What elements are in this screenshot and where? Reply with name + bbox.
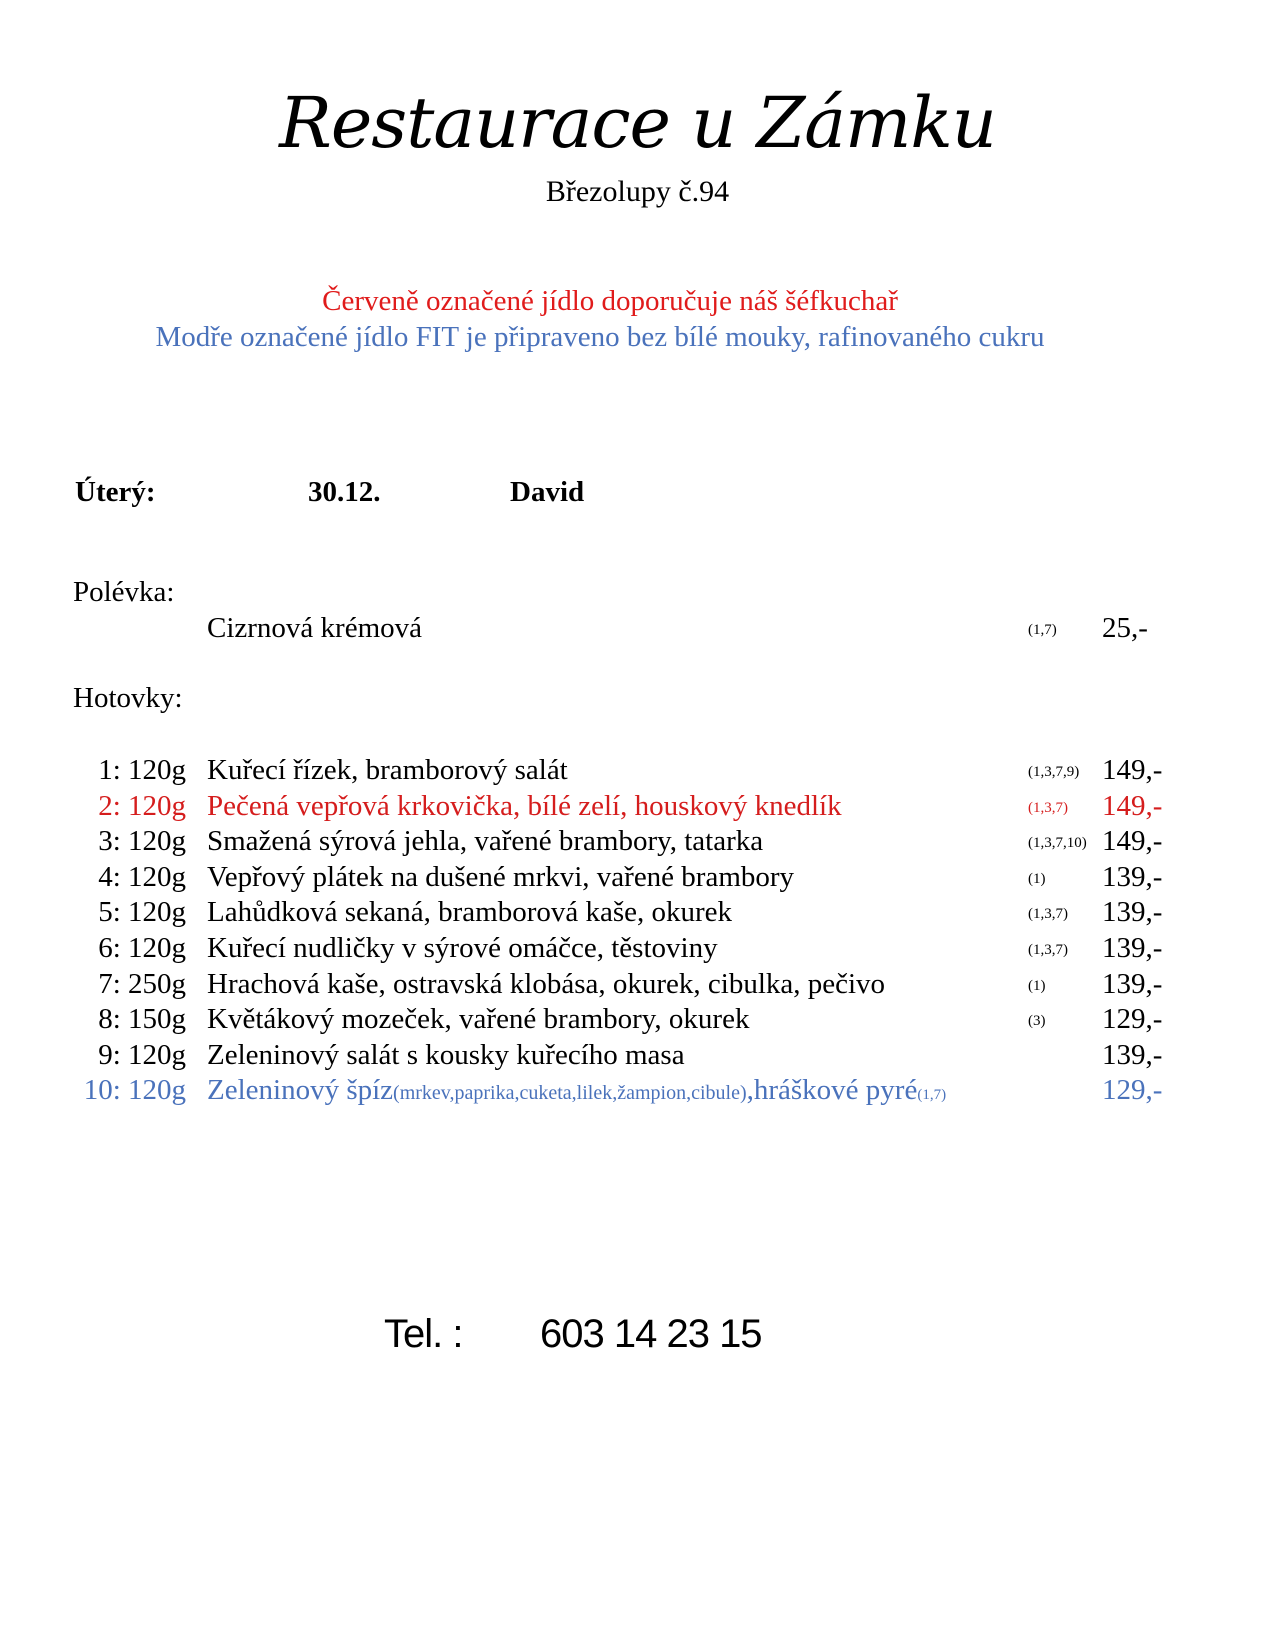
item-allergens: (1)	[1028, 977, 1046, 994]
menu-item	[0, 894, 1275, 930]
item-name: Květákový mozeček, vařené brambory, okurek	[207, 1003, 750, 1036]
item-name: Kuřecí nudličky v sýrové omáčce, těstoviny	[207, 932, 718, 964]
menu-item	[0, 966, 1275, 1002]
mains-section-label: Hotovky:	[73, 682, 183, 714]
item-price: 139,-	[1102, 932, 1163, 964]
menu-item	[0, 1001, 1275, 1037]
tel-label: Tel. :	[384, 1312, 463, 1356]
item-allergens: (1,3,7,9)	[1028, 764, 1080, 780]
item-number-weight: 2: 120g	[98, 789, 186, 822]
menu-item	[0, 788, 1275, 824]
soup-name: Cizrnová krémová	[207, 612, 423, 644]
item-allergens: (1,3,7)	[1028, 799, 1068, 816]
soup-section-label: Polévka:	[73, 576, 175, 608]
item-number-weight: 1: 120g	[98, 754, 186, 786]
item-name: Pečená vepřová krkovička, bílé zelí, houskový knedlík	[207, 789, 842, 822]
menu-item	[0, 930, 1275, 966]
item-price: 139,-	[1102, 1038, 1163, 1071]
weekday: Úterý:	[75, 476, 156, 508]
menu-item-fit	[0, 1072, 1275, 1108]
item-name	[207, 1072, 946, 1113]
item-number-weight: 8: 150g	[98, 1003, 186, 1036]
item-price: 149,-	[1102, 789, 1163, 822]
item-allergens: (1,3,7)	[1028, 906, 1068, 923]
item-name-main: Zeleninový špíz	[207, 1074, 394, 1106]
soup-allergens: (1,7)	[1028, 622, 1057, 638]
soup-row	[0, 610, 1275, 646]
item-price: 129,-	[1102, 1074, 1163, 1106]
item-number-weight: 5: 120g	[98, 896, 186, 929]
restaurant-name: Restaurace u Zámku	[279, 82, 996, 164]
item-name-detail: (mrkev,paprika,cuketa,lilek,žampion,cibule)	[393, 1082, 747, 1104]
item-price: 139,-	[1102, 860, 1163, 893]
item-price: 149,-	[1102, 754, 1163, 786]
item-allergens: (3)	[1028, 1013, 1046, 1030]
item-price: 139,-	[1102, 967, 1163, 1000]
item-allergens: (1,7)	[917, 1087, 947, 1103]
fit-meal-note: Modře označené jídlo FIT je připraveno bez bílé mouky, rafinovaného cukru	[155, 321, 1045, 353]
item-allergens: (1,3,7,10)	[1028, 835, 1087, 852]
menu-item	[0, 1037, 1275, 1073]
chef-recommendation-note: Červeně označené jídlo doporučuje náš šéfkuchař	[322, 285, 898, 317]
item-number-weight: 7: 250g	[98, 967, 186, 1000]
item-price: 129,-	[1102, 1003, 1163, 1036]
item-price: 139,-	[1102, 896, 1163, 929]
item-price: 149,-	[1102, 825, 1163, 858]
soup-price: 25,-	[1102, 612, 1148, 644]
item-name-side: ,hráškové pyré	[746, 1074, 918, 1106]
item-name: Lahůdková sekaná, bramborová kaše, okurek	[207, 896, 733, 929]
item-allergens: (1,3,7)	[1028, 942, 1068, 958]
item-allergens: (1)	[1028, 870, 1046, 887]
item-name: Hrachová kaše, ostravská klobása, okurek, cibulka, pečivo	[207, 967, 886, 1000]
tel-number: 603 14 23 15	[540, 1312, 762, 1356]
item-name: Smažená sýrová jehla, vařené brambory, tatarka	[207, 825, 764, 858]
item-number-weight: 3: 120g	[98, 825, 186, 858]
item-number-weight: 9: 120g	[98, 1038, 186, 1071]
menu-item	[0, 823, 1275, 859]
item-name: Zeleninový salát s kousky kuřecího masa	[207, 1038, 685, 1071]
item-number-weight: 6: 120g	[98, 932, 186, 964]
name-day: David	[510, 476, 585, 508]
restaurant-address: Březolupy č.94	[545, 175, 730, 208]
menu-item	[0, 752, 1275, 788]
item-name: Kuřecí řízek, bramborový salát	[207, 754, 568, 786]
date: 30.12.	[308, 476, 381, 508]
item-number-weight: 4: 120g	[98, 860, 186, 893]
item-number-weight: 10: 120g	[83, 1074, 186, 1106]
menu-item	[0, 859, 1275, 895]
item-name: Vepřový plátek na dušené mrkvi, vařené brambory	[207, 860, 795, 893]
